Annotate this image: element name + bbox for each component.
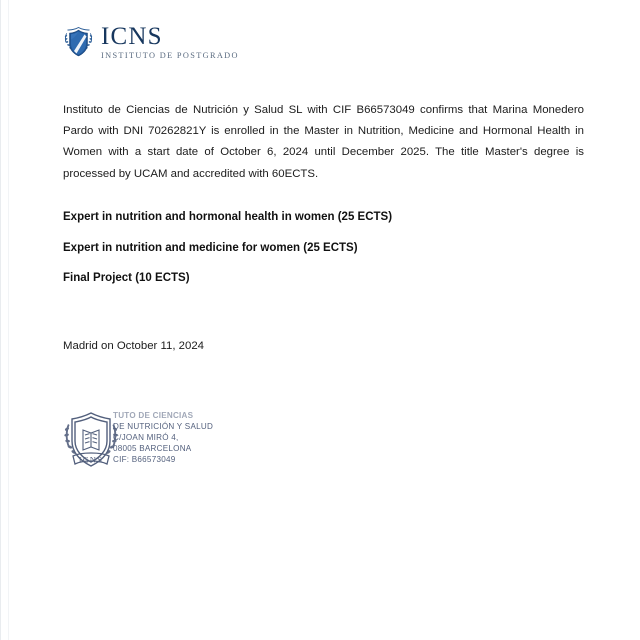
letterhead bbox=[63, 24, 239, 60]
module-list bbox=[63, 212, 584, 285]
stamp-address-text bbox=[113, 410, 213, 465]
body-text-block bbox=[63, 100, 584, 185]
svg-text:ICNS: ICNS bbox=[78, 454, 104, 465]
stamp-line: DE NUTRICIÓN Y SALUD bbox=[113, 422, 214, 432]
confirmation-paragraph: Instituto de Ciencias de Nutrición y Salud SL with CIF B66573049 confirms that Marina Monedero Pardo with DNI 70262821Y is enrolled in the Master in Nutrition, Medicine and Hormonal Health in Women with a start date of October 6, 2024 until December 2025. The title Master's degree is processed by UCAM and accredited with 60ECTS. bbox=[63, 104, 584, 180]
module-item: Final Project (10 ECTS) bbox=[63, 272, 190, 284]
module-item: Expert in nutrition and hormonal health in women (25 ECTS) bbox=[63, 211, 393, 223]
brand-name: ICNS bbox=[101, 23, 163, 50]
stamp-line: C/JOAN MIRÓ 4, bbox=[113, 433, 179, 443]
brand-tagline: INSTITUTO DE POSTGRADO bbox=[101, 51, 239, 60]
stamp-line: CIF: B66573049 bbox=[113, 455, 176, 465]
module-item: Expert in nutrition and medicine for women (25 ECTS) bbox=[63, 241, 358, 254]
stamp-line: 08005 BARCELONA bbox=[113, 444, 192, 454]
stamp-line: TUTO DE CIENCIAS bbox=[113, 411, 194, 420]
page-edge-line bbox=[8, 0, 9, 640]
brand-wordmark bbox=[101, 24, 239, 60]
company-rubber-stamp bbox=[61, 406, 226, 478]
shield-book-laurel-seal-icon bbox=[61, 408, 121, 474]
place-and-date: Madrid on October 11, 2024 bbox=[63, 340, 204, 352]
shield-laurel-crest-icon bbox=[63, 26, 94, 59]
